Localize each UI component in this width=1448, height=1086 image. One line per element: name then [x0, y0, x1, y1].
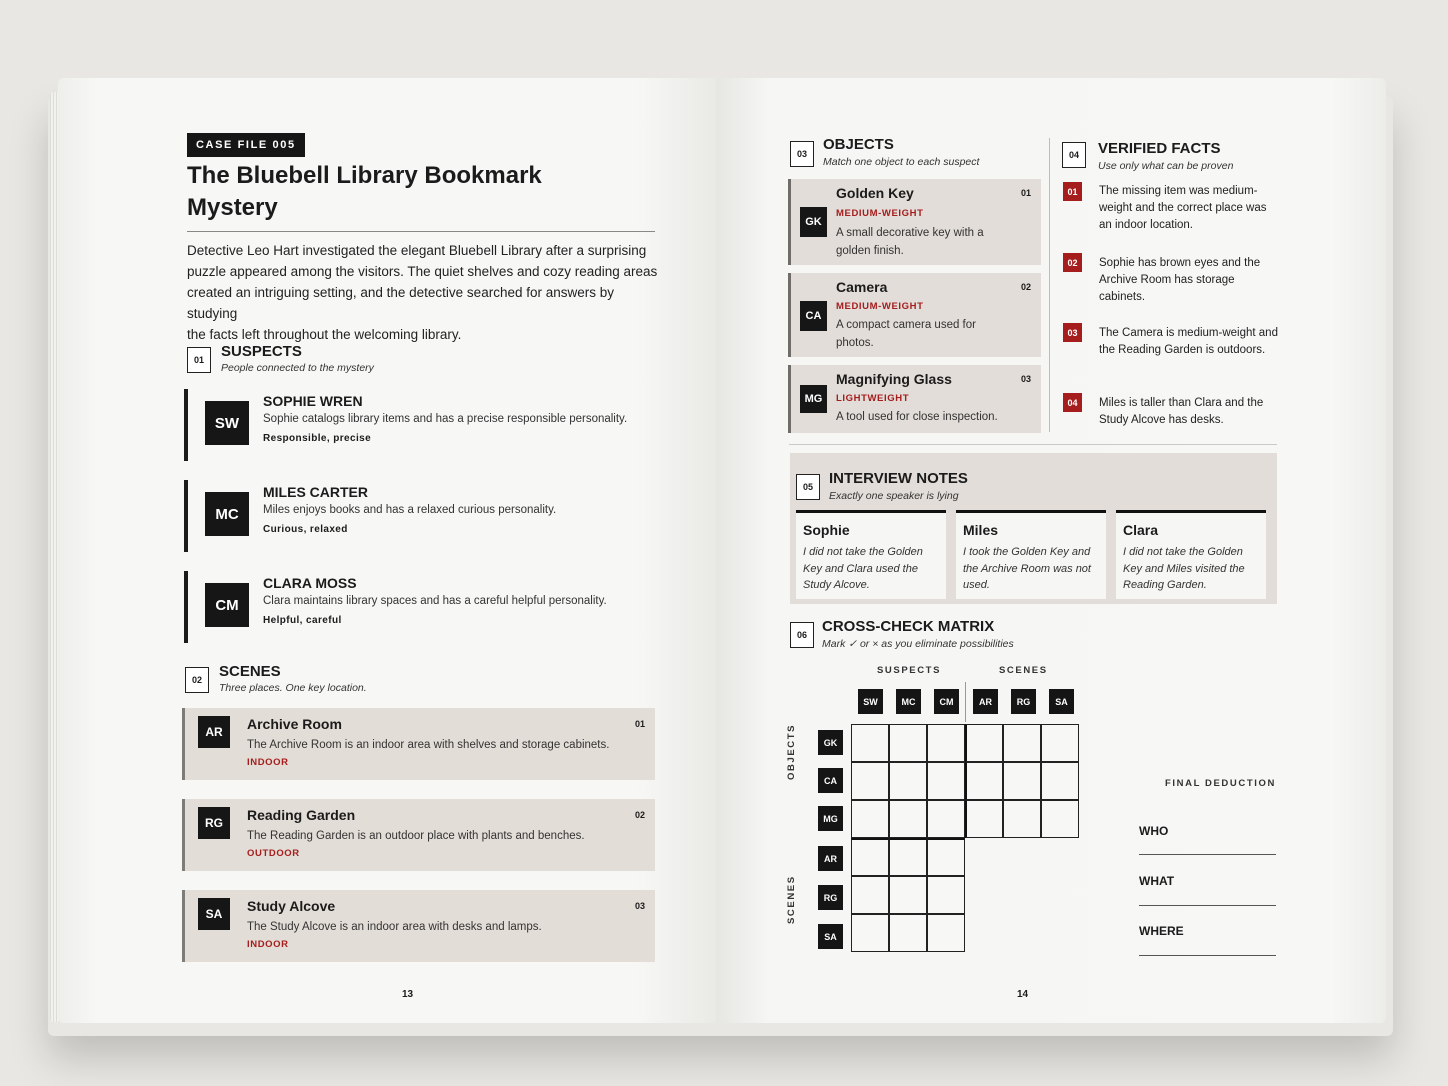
object-name: Camera: [836, 279, 888, 295]
matrix-row-header: AR: [818, 846, 843, 871]
suspect-card: [184, 571, 658, 643]
final-deduction-heading: FINAL DEDUCTION: [1165, 778, 1276, 789]
fact-number: 04: [1063, 393, 1082, 412]
matrix-cell[interactable]: [889, 914, 927, 952]
object-weight: LIGHTWEIGHT: [836, 393, 910, 404]
suspect-card: [184, 389, 658, 461]
matrix-cell[interactable]: [1041, 800, 1079, 838]
matrix-cell[interactable]: [927, 914, 965, 952]
fact-number: 02: [1063, 253, 1082, 272]
matrix-column-header: AR: [973, 689, 998, 714]
matrix-cell[interactable]: [965, 762, 1003, 800]
scene-card: [182, 890, 655, 962]
column-divider: [1049, 138, 1050, 432]
suspect-traits: Helpful, careful: [263, 615, 342, 626]
object-number: 02: [1020, 282, 1031, 292]
deduction-label: WHAT: [1139, 874, 1175, 888]
matrix-cell[interactable]: [851, 876, 889, 914]
matrix-heading: CROSS-CHECK MATRIX: [822, 618, 995, 635]
scene-number: 03: [634, 901, 645, 911]
scene-initials-badge: AR: [198, 716, 230, 748]
fact-number: 03: [1063, 323, 1082, 342]
matrix-cell[interactable]: [851, 762, 889, 800]
matrix-cell[interactable]: [1003, 800, 1041, 838]
object-initials-badge: MG: [800, 385, 827, 413]
matrix-cell[interactable]: [889, 762, 927, 800]
fact-text: Sophie has brown eyes and the Archive Room has storage cabinets.: [1099, 257, 1261, 303]
suspect-description: Clara maintains library spaces and has a careful helpful personality.: [263, 595, 607, 607]
matrix-column-header: MC: [896, 689, 921, 714]
intro-line: puzzle appeared among the visitors. The quiet shelves and cozy reading areas: [187, 264, 658, 279]
deduction-answer-line[interactable]: [1139, 854, 1276, 855]
matrix-cell[interactable]: [889, 724, 927, 762]
matrix-row-header: GK: [818, 730, 843, 755]
matrix-cell[interactable]: [927, 800, 965, 838]
section-number: 03: [790, 141, 814, 167]
speaker-name: Miles: [963, 522, 999, 538]
deduction-label: WHERE: [1139, 924, 1184, 938]
section-number: 01: [187, 347, 211, 373]
speaker-name: Clara: [1123, 522, 1159, 538]
matrix-cell[interactable]: [1041, 724, 1079, 762]
matrix-cell[interactable]: [927, 838, 965, 876]
matrix-column-header: RG: [1011, 689, 1036, 714]
intro-line: Detective Leo Hart investigated the elegant Bluebell Library after a surprising: [187, 243, 647, 258]
title-line-1: The Bluebell Library Bookmark: [187, 162, 542, 189]
scenes-subheading: Three places. One key location.: [219, 682, 367, 694]
object-card: [788, 365, 1041, 433]
interview-note: [796, 510, 946, 599]
suspect-name: SOPHIE WREN: [263, 393, 363, 409]
matrix-column-header: CM: [934, 689, 959, 714]
speaker-statement: I took the Golden Key and the Archive Room was not used.: [963, 546, 1091, 591]
title-line-2: Mystery: [187, 194, 278, 221]
section-number: 06: [790, 622, 814, 648]
suspect-name: CLARA MOSS: [263, 575, 357, 591]
matrix-cell[interactable]: [927, 876, 965, 914]
matrix-cell[interactable]: [927, 724, 965, 762]
scene-initials-badge: RG: [198, 807, 230, 839]
case-file-tag: CASE FILE 005: [187, 133, 305, 157]
suspect-card: [184, 480, 658, 552]
matrix-group-label: SCENES: [999, 665, 1048, 676]
suspect-traits: Curious, relaxed: [263, 524, 348, 535]
matrix-side-label: SCENES: [786, 875, 797, 924]
interview-note: [1116, 510, 1266, 599]
scene-card: [182, 799, 655, 871]
section-number: 04: [1062, 142, 1086, 168]
suspect-description: Miles enjoys books and has a relaxed curious personality.: [263, 504, 557, 516]
deduction-answer-line[interactable]: [1139, 905, 1276, 906]
suspect-name: MILES CARTER: [263, 484, 368, 500]
matrix-group-label: SUSPECTS: [877, 665, 942, 676]
matrix-cell[interactable]: [889, 800, 927, 838]
intro-paragraph: [187, 240, 667, 345]
fact-text: The missing item was medium-weight and the correct place was an indoor location.: [1099, 185, 1267, 231]
matrix-row-header: SA: [818, 924, 843, 949]
scene-type-tag: INDOOR: [247, 939, 289, 950]
interview-note: [956, 510, 1106, 599]
matrix-cell[interactable]: [965, 724, 1003, 762]
scene-description: The Archive Room is an indoor area with shelves and storage cabinets.: [247, 739, 610, 751]
scene-name: Reading Garden: [247, 807, 356, 823]
matrix-cell[interactable]: [851, 800, 889, 838]
facts-heading: VERIFIED FACTS: [1098, 140, 1221, 157]
scene-name: Study Alcove: [247, 898, 336, 914]
deduction-label: WHO: [1139, 824, 1169, 838]
fact-number: 01: [1063, 182, 1082, 201]
object-description: A small decorative key with a golden finish.: [836, 227, 984, 257]
object-name: Golden Key: [836, 185, 914, 201]
suspect-initials-badge: CM: [205, 583, 249, 627]
scene-number: 01: [634, 719, 645, 729]
header-divider: [965, 682, 966, 722]
scene-card: [182, 708, 655, 780]
suspects-heading: SUSPECTS: [221, 343, 302, 360]
facts-subheading: Use only what can be proven: [1098, 160, 1234, 172]
matrix-cell[interactable]: [965, 800, 1003, 838]
interview-subheading: Exactly one speaker is lying: [829, 490, 959, 502]
suspect-description: Sophie catalogs library items and has a precise responsible personality.: [263, 413, 628, 425]
object-weight: MEDIUM-WEIGHT: [836, 301, 924, 312]
suspect-initials-badge: SW: [205, 401, 249, 445]
matrix-column-header: SW: [858, 689, 883, 714]
scenes-heading: SCENES: [219, 663, 281, 680]
matrix-cell[interactable]: [889, 838, 927, 876]
page-number: 13: [402, 989, 414, 1000]
speaker-statement: I did not take the Golden Key and Clara used the Study Alcove.: [803, 546, 923, 591]
scene-description: The Reading Garden is an outdoor place with plants and benches.: [247, 830, 585, 842]
object-weight: MEDIUM-WEIGHT: [836, 208, 924, 219]
suspect-initials-badge: MC: [205, 492, 249, 536]
interview-heading: INTERVIEW NOTES: [829, 470, 968, 487]
scene-name: Archive Room: [247, 716, 342, 732]
matrix-cell[interactable]: [851, 914, 889, 952]
object-name: Magnifying Glass: [836, 371, 952, 387]
matrix-row-header: RG: [818, 885, 843, 910]
section-divider: [789, 444, 1277, 445]
matrix-cell[interactable]: [1003, 762, 1041, 800]
speaker-statement: I did not take the Golden Key and Miles visited the Reading Garden.: [1123, 546, 1245, 591]
object-description: A tool used for close inspection.: [836, 411, 998, 423]
matrix-cell[interactable]: [889, 876, 927, 914]
object-initials-badge: GK: [800, 207, 827, 237]
matrix-row-header: CA: [818, 768, 843, 793]
page-title: [187, 160, 657, 224]
matrix-row-header: MG: [818, 806, 843, 831]
objects-subheading: Match one object to each suspect: [823, 156, 980, 168]
matrix-cell[interactable]: [1041, 762, 1079, 800]
matrix-column-header: SA: [1049, 689, 1074, 714]
matrix-cell[interactable]: [1003, 724, 1041, 762]
section-number: 05: [796, 474, 820, 500]
scene-initials-badge: SA: [198, 898, 230, 930]
fact-text: The Camera is medium-weight and the Reading Garden is outdoors.: [1099, 327, 1278, 356]
scene-description: The Study Alcove is an indoor area with desks and lamps.: [247, 921, 542, 933]
left-page: [58, 78, 716, 1023]
object-initials-badge: CA: [800, 301, 827, 331]
scene-type-tag: OUTDOOR: [247, 848, 300, 859]
scene-type-tag: INDOOR: [247, 757, 289, 768]
right-page: [716, 78, 1386, 1023]
object-number: 01: [1020, 188, 1031, 198]
page-number: 14: [1017, 989, 1029, 1000]
suspect-traits: Responsible, precise: [263, 433, 372, 444]
objects-heading: OBJECTS: [823, 136, 894, 153]
deduction-answer-line[interactable]: [1139, 955, 1276, 956]
speaker-name: Sophie: [803, 522, 850, 538]
matrix-cell[interactable]: [851, 724, 889, 762]
matrix-cell[interactable]: [927, 762, 965, 800]
matrix-cell[interactable]: [851, 838, 889, 876]
intro-line: the facts left throughout the welcoming library.: [187, 327, 462, 342]
object-number: 03: [1020, 374, 1031, 384]
fact-text: Miles is taller than Clara and the Study Alcove has desks.: [1099, 397, 1264, 426]
matrix-subheading: Mark ✓ or × as you eliminate possibilities: [822, 638, 1014, 650]
scene-number: 02: [634, 810, 645, 820]
interview-notes-panel: [790, 453, 1277, 604]
object-description: A compact camera used for photos.: [836, 319, 976, 349]
section-number: 02: [185, 667, 209, 693]
title-divider: [187, 231, 655, 232]
matrix-side-label: OBJECTS: [786, 723, 797, 780]
intro-line: created an intriguing setting, and the detective searched for answers by studying: [187, 285, 615, 321]
suspects-subheading: People connected to the mystery: [221, 362, 374, 374]
object-card: [788, 179, 1041, 265]
object-card: [788, 273, 1041, 357]
